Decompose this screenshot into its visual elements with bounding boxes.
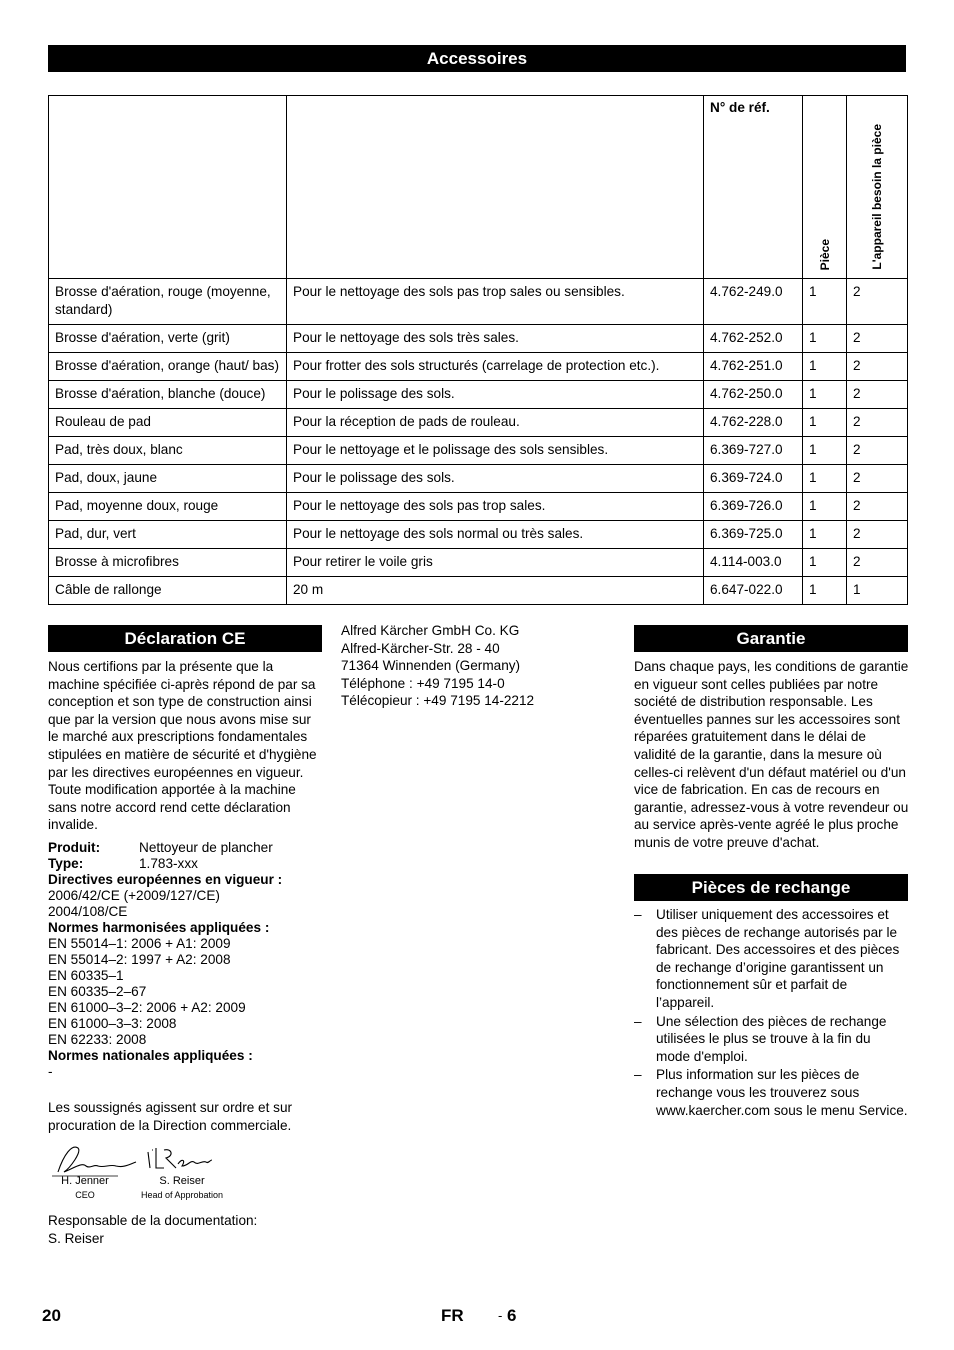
harmonised-item: EN 61000–3–2: 2006 + A2: 2009 bbox=[48, 1000, 246, 1015]
cell-need: 2 bbox=[847, 437, 908, 465]
cell-need: 2 bbox=[847, 409, 908, 437]
cell-need: 2 bbox=[847, 279, 908, 325]
dash-bullet: – bbox=[634, 1067, 642, 1083]
cell-piece: 1 bbox=[803, 493, 847, 521]
cell-ref: 6.369-727.0 bbox=[704, 437, 803, 465]
cell-need: 2 bbox=[847, 521, 908, 549]
header-cell-name bbox=[49, 96, 287, 279]
warranty-text: Dans chaque pays, les conditions de garantie en vigueur sont celles publiées par notre société de distribution responsable. Les éventuelles pannes sur les accessoires sont réparées gratuitement dans le délai de validité de la garantie, dans la mesure où celles-ci relèvent d'un défaut matériel ou d'un vice de fabrication. En cas de recours en garantie, adressez-vous à votre revendeur ou au service après-vente agréé le plus proche munis de votre preuve d'achat. bbox=[634, 659, 909, 850]
table-row bbox=[49, 577, 908, 605]
harmonised-item: EN 61000–3–3: 2008 bbox=[48, 1016, 177, 1031]
cell-need: 2 bbox=[847, 325, 908, 353]
cell-description: Pour le nettoyage des sols normal ou très sales. bbox=[287, 521, 704, 549]
cell-piece: 1 bbox=[803, 437, 847, 465]
cell-ref: 4.762-228.0 bbox=[704, 409, 803, 437]
cell-description: Pour frotter des sols structurés (carrelage de protection etc.). bbox=[287, 353, 704, 381]
header-need-label: L'appareil besoin la pièce bbox=[870, 124, 884, 270]
declaration-intro: Nous certifions par la présente que la machine spécifiée ci-après répond de par sa conception et son type de construction ainsi que par la version que nous avons mise sur le marché aux prescriptions fondamentales stipulées en matière de sécurité et d'hygiène par les directives européennes en vigueur. Toute modification apportée à la machine sans notre accord rend cette déclaration invalide. bbox=[48, 659, 317, 833]
harmonised-item: EN 55014–2: 1997 + A2: 2008 bbox=[48, 952, 231, 967]
cell-ref: 4.762-249.0 bbox=[704, 279, 803, 325]
cell-name: Brosse d'aération, orange (haut/ bas) bbox=[49, 353, 287, 381]
doc-responsible-name: S. Reiser bbox=[48, 1230, 104, 1246]
table-row bbox=[49, 521, 908, 549]
company-name: Alfred Kärcher GmbH Co. KG bbox=[341, 623, 520, 638]
cell-ref: 6.369-726.0 bbox=[704, 493, 803, 521]
harmonised-item: EN 55014–1: 2006 + A1: 2009 bbox=[48, 936, 231, 951]
doc-responsible bbox=[48, 1212, 324, 1247]
header-ref-label: N° de réf. bbox=[710, 100, 770, 115]
cell-piece: 1 bbox=[803, 465, 847, 493]
directives-label: Directives européennes en vigueur : bbox=[48, 872, 283, 887]
cell-ref: 4.762-251.0 bbox=[704, 353, 803, 381]
cell-description: Pour la réception de pads de rouleau. bbox=[287, 409, 704, 437]
table-row bbox=[49, 465, 908, 493]
header-piece-label: Pièce bbox=[817, 238, 832, 270]
harmonised-item: EN 60335–1 bbox=[48, 968, 124, 983]
cell-name: Brosse d'aération, verte (grit) bbox=[49, 325, 287, 353]
cell-piece: 1 bbox=[803, 353, 847, 381]
cell-piece: 1 bbox=[803, 521, 847, 549]
directive-item: 2004/108/CE bbox=[48, 904, 128, 919]
cell-piece: 1 bbox=[803, 325, 847, 353]
dash-bullet: – bbox=[634, 907, 642, 922]
cell-ref: 6.647-022.0 bbox=[704, 577, 803, 605]
list-item bbox=[634, 906, 908, 1012]
company-city: 71364 Winnenden (Germany) bbox=[341, 658, 521, 674]
header-cell-desc bbox=[287, 96, 704, 279]
dash-bullet: – bbox=[634, 1013, 642, 1029]
cell-name: Pad, dur, vert bbox=[49, 521, 287, 549]
spare-parts-list bbox=[634, 906, 908, 1120]
cell-need: 2 bbox=[847, 353, 908, 381]
table-row bbox=[49, 381, 908, 409]
spare-parts-heading: Pièces de rechange bbox=[634, 874, 908, 901]
cell-ref: 6.369-724.0 bbox=[704, 465, 803, 493]
directive-item: 2006/42/CE (+2009/127/CE) bbox=[48, 888, 220, 903]
cell-name: Pad, très doux, blanc bbox=[49, 437, 287, 465]
declaration-heading: Déclaration CE bbox=[48, 625, 322, 652]
cell-piece: 1 bbox=[803, 279, 847, 325]
cell-piece: 1 bbox=[803, 577, 847, 605]
table-row bbox=[49, 437, 908, 465]
table-row bbox=[49, 279, 908, 325]
signer1-role: CEO bbox=[75, 1190, 95, 1200]
cell-description: Pour le polissage des sols. bbox=[287, 465, 704, 493]
cell-name: Câble de rallonge bbox=[49, 577, 287, 605]
cell-description: Pour le nettoyage des sols pas trop sales ou sensibles. bbox=[287, 279, 704, 325]
list-item-text: Plus information sur les pièces de rechange vous les trouverez sous www.kaercher.com sous le menu Service. bbox=[656, 1067, 908, 1118]
signer1-name: H. Jenner bbox=[61, 1175, 109, 1187]
cell-description: Pour le polissage des sols. bbox=[287, 381, 704, 409]
cell-name: Rouleau de pad bbox=[49, 409, 287, 437]
warranty-heading: Garantie bbox=[634, 625, 908, 652]
cell-description: Pour retirer le voile gris bbox=[287, 549, 704, 577]
accessories-table bbox=[48, 95, 908, 605]
cell-ref: 4.762-252.0 bbox=[704, 325, 803, 353]
cell-name: Brosse d'aération, rouge (moyenne, standard) bbox=[49, 279, 287, 325]
cell-ref: 6.369-725.0 bbox=[704, 521, 803, 549]
table-row bbox=[49, 409, 908, 437]
company-phone: Téléphone : +49 7195 14-0 bbox=[341, 675, 505, 691]
product-value: Nettoyeur de plancher bbox=[139, 840, 273, 855]
table-row bbox=[49, 325, 908, 353]
list-item bbox=[634, 1013, 908, 1066]
type-value: 1.783-xxx bbox=[139, 856, 198, 871]
national-label: Normes nationales appliquées : bbox=[48, 1048, 253, 1063]
declaration-specs bbox=[48, 840, 324, 1080]
cell-piece: 1 bbox=[803, 549, 847, 577]
harmonised-item: EN 62233: 2008 bbox=[48, 1032, 147, 1047]
header-cell-piece bbox=[803, 96, 847, 279]
cell-name: Brosse à microfibres bbox=[49, 549, 287, 577]
list-item bbox=[634, 1066, 908, 1119]
header-cell-ref bbox=[704, 96, 803, 279]
cell-piece: 1 bbox=[803, 381, 847, 409]
signer2-name: S. Reiser bbox=[159, 1175, 205, 1187]
accessories-heading: Accessoires bbox=[48, 45, 906, 72]
cell-name: Pad, doux, jaune bbox=[49, 465, 287, 493]
cell-name: Pad, moyenne doux, rouge bbox=[49, 493, 287, 521]
harmonised-item: EN 60335–2–67 bbox=[48, 984, 147, 999]
footer-separator: - bbox=[498, 1308, 503, 1323]
accessories-table-body bbox=[49, 279, 908, 605]
cell-need: 2 bbox=[847, 493, 908, 521]
cell-description: 20 m bbox=[287, 577, 704, 605]
cell-need: 2 bbox=[847, 381, 908, 409]
cell-description: Pour le nettoyage des sols pas trop sales. bbox=[287, 493, 704, 521]
signatories-text: Les soussignés agissent sur ordre et sur procuration de la Direction commerciale. bbox=[48, 1100, 293, 1133]
harmonised-label: Normes harmonisées appliquées : bbox=[48, 920, 270, 935]
accessories-table-header bbox=[49, 96, 908, 279]
product-label: Produit: bbox=[48, 840, 101, 855]
list-item-text: Une sélection des pièces de rechange utilisées le plus se trouve à la fin du mode d'emploi. bbox=[656, 1013, 887, 1064]
cell-need: 2 bbox=[847, 549, 908, 577]
cell-ref: 4.762-250.0 bbox=[704, 381, 803, 409]
cell-piece: 1 bbox=[803, 409, 847, 437]
cell-need: 1 bbox=[847, 577, 908, 605]
signatures-image bbox=[52, 1138, 222, 1180]
header-cell-need bbox=[847, 96, 908, 279]
cell-name: Brosse d'aération, blanche (douce) bbox=[49, 381, 287, 409]
table-row bbox=[49, 353, 908, 381]
local-page-number: 6 bbox=[507, 1306, 517, 1325]
cell-ref: 4.114-003.0 bbox=[704, 549, 803, 577]
signer2-role: Head of Approbation bbox=[140, 1190, 224, 1200]
type-label: Type: bbox=[48, 856, 84, 871]
company-street: Alfred-Kärcher-Str. 28 - 40 bbox=[341, 640, 500, 656]
national-value: - bbox=[48, 1064, 53, 1079]
cell-need: 2 bbox=[847, 465, 908, 493]
company-fax: Télécopieur : +49 7195 14-2212 bbox=[341, 693, 535, 709]
list-item-text: Utiliser uniquement des accessoires et des pièces de rechange autorisés par le fabricant. Des accessoires et des pièces de rechange d’origine garantissent un fonctionnement sûr et parfait de l’appareil. bbox=[656, 907, 900, 1010]
cell-description: Pour le nettoyage des sols très sales. bbox=[287, 325, 704, 353]
page-number: 20 bbox=[42, 1306, 61, 1325]
doc-responsible-label: Responsable de la documentation: bbox=[48, 1213, 258, 1228]
table-row bbox=[49, 493, 908, 521]
cell-description: Pour le nettoyage et le polissage des sols sensibles. bbox=[287, 437, 704, 465]
table-row bbox=[49, 549, 908, 577]
company-address bbox=[341, 622, 621, 710]
language-code: FR bbox=[441, 1306, 464, 1325]
